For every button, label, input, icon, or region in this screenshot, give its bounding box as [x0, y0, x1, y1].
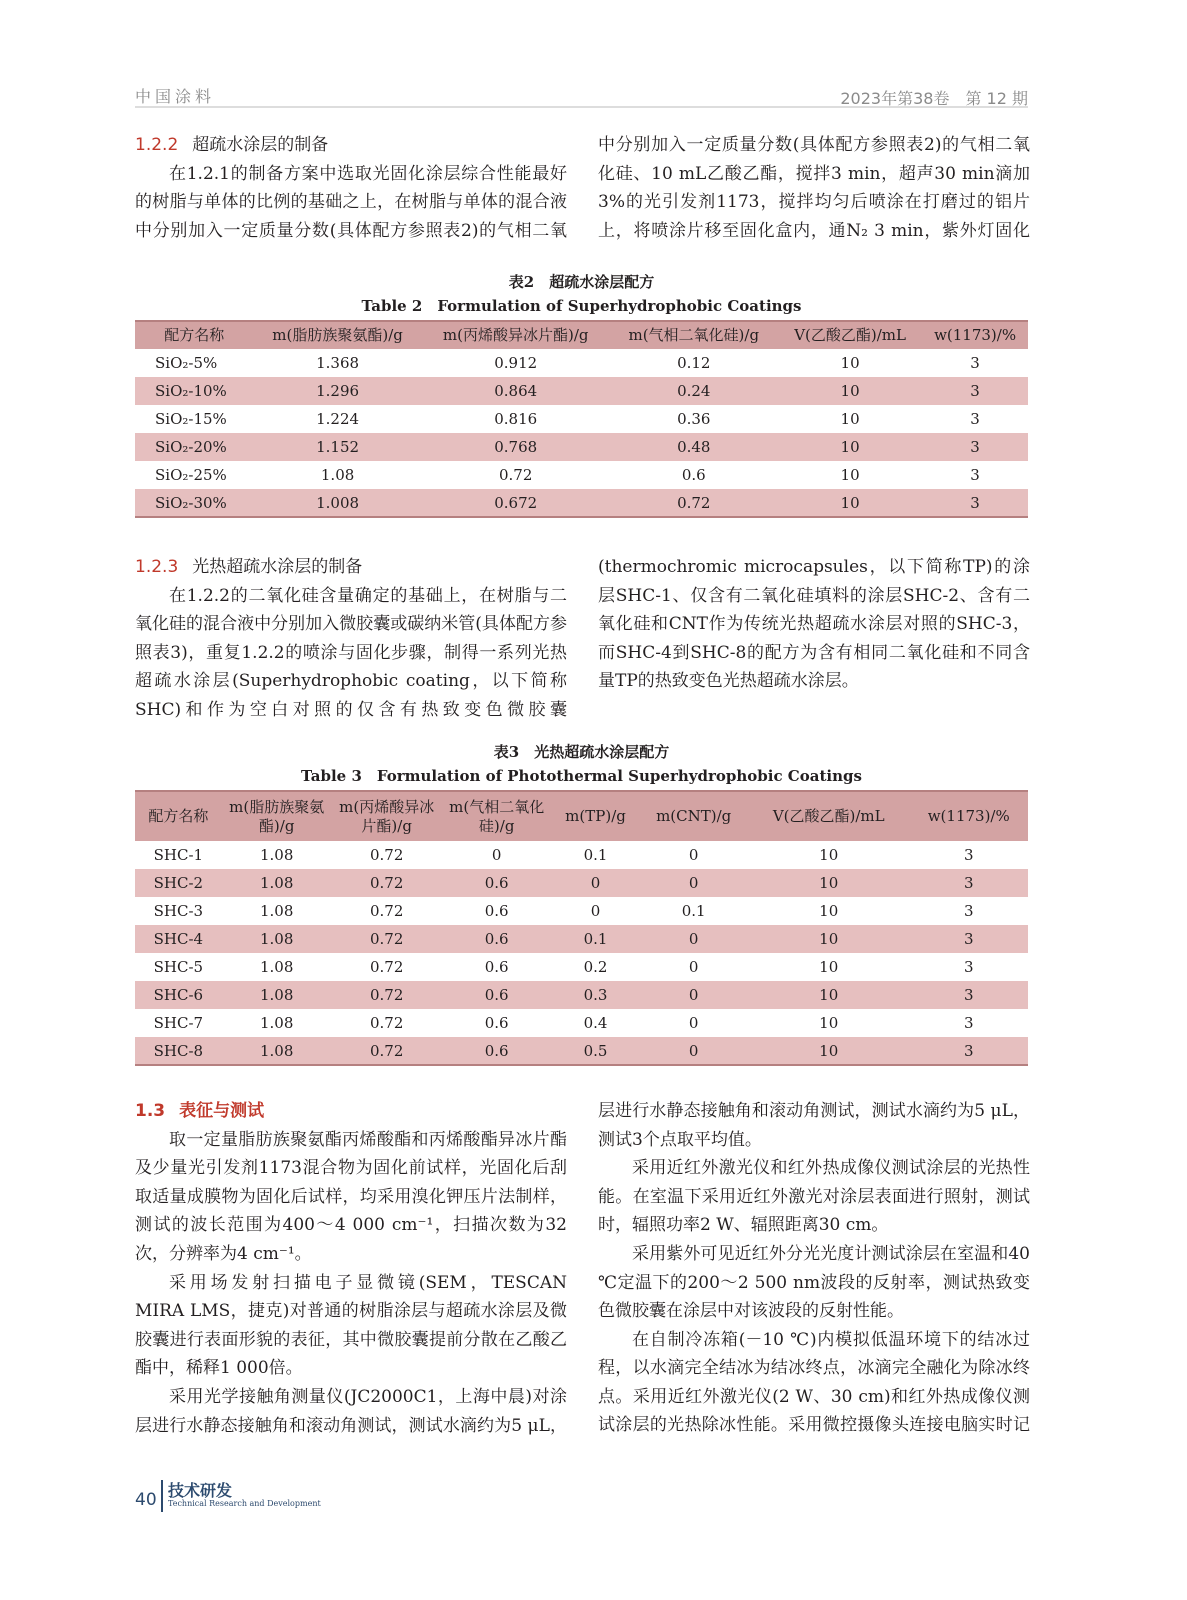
table-cell: 0.912: [494, 354, 538, 372]
table-cell: 10: [819, 902, 839, 920]
section-1-2-3-left: [135, 553, 567, 725]
table-cell: 0: [688, 1014, 699, 1032]
table-cell: 1.08: [222, 981, 332, 1009]
table-cell: SHC-8: [135, 1037, 222, 1065]
column-header: m(气相二氧化硅)/g: [442, 791, 552, 841]
table-cell: 0: [491, 846, 502, 864]
table-cell: 10: [819, 958, 839, 976]
table-cell: 3: [963, 846, 974, 864]
column-header: m(丙烯酸异冰片酯)/g: [422, 321, 610, 349]
table-cell: 0.2: [583, 958, 608, 976]
table-cell: 0.1: [552, 925, 640, 953]
table-cell: 0.672: [422, 489, 610, 517]
table-row: [135, 349, 1028, 377]
paragraph: 采用近红外激光仪和红外热成像仪测试涂层的光热性能。在室温下采用近红外激光对涂层表面进行照射，测试时，辐照功率2 W、辐照距离30 cm。: [598, 1158, 1030, 1236]
table-cell: 0.816: [494, 410, 538, 428]
table-cell: 0: [688, 846, 699, 864]
table-cell: 10: [840, 354, 860, 372]
section-1-2-3-right: [598, 553, 1030, 725]
paragraph: 采用场发射扫描电子显微镜(SEM，TESCAN MIRA LMS，捷克)对普通的树脂涂层与超疏水涂层及微胶囊进行表面形貌的表征，其中微胶囊提前分散在乙酸乙酯中，稀释1 000倍。: [135, 1272, 567, 1379]
table-cell: 3: [922, 433, 1028, 461]
table-cell: SiO₂-15%: [155, 410, 227, 428]
table-cell: 3: [970, 410, 980, 428]
table2: [135, 320, 1028, 518]
table-cell: 0.72: [332, 869, 442, 897]
table-row: [135, 841, 1028, 869]
table-cell: 0.6: [442, 1037, 552, 1065]
column-header: m(丙烯酸异冰片酯)/g: [332, 791, 442, 841]
table-cell: SHC-5: [153, 958, 204, 976]
table-cell: 1.008: [253, 489, 421, 517]
table-cell: 0.72: [369, 958, 404, 976]
divider: [161, 1480, 163, 1512]
table-cell: 10: [819, 1014, 839, 1032]
table-cell: 0.48: [610, 433, 778, 461]
table-row: [135, 461, 1028, 489]
table-cell: 1.08: [320, 466, 355, 484]
table-cell: 0.6: [442, 869, 552, 897]
table-cell: 10: [748, 869, 909, 897]
column-header: m(CNT)/g: [639, 791, 748, 841]
table3-caption-en: Table 3 Formulation of Photothermal Superhydrophobic Coatings: [301, 767, 862, 785]
column-header: m(脂肪族聚氨酯)/g: [222, 791, 332, 841]
paragraph-continued: 中分别加入一定质量分数(具体配方参照表2)的气相二氧化硅、10 mL乙酸乙酯，搅拌3 min，超声30 min滴加3%的光引发剂1173，搅拌均匀后喷涂在打磨过的铝片上，将喷涂片移至固化盒内，通N₂ 3 min，紫外灯固化: [598, 134, 1030, 241]
table-row: [135, 377, 1028, 405]
table-cell: 3: [922, 377, 1028, 405]
table-cell: 3: [963, 958, 974, 976]
table-cell: 1.08: [222, 869, 332, 897]
table-cell: 1.368: [316, 354, 360, 372]
table-cell: 3: [909, 869, 1028, 897]
table2-caption-cn: 表2 超疏水涂层配方: [508, 273, 655, 291]
table-row: [135, 433, 1028, 461]
table-row: [135, 1009, 1028, 1037]
table-cell: 0.72: [610, 489, 778, 517]
paragraph: 采用光学接触角测量仪(JC2000C1，上海中晨)对涂层进行水静态接触角和滚动角测试，测试水滴约为5 μL，: [135, 1386, 567, 1436]
table-cell: SiO₂-30%: [135, 489, 253, 517]
table-cell: 0.72: [369, 846, 404, 864]
table-cell: 0: [639, 869, 748, 897]
table-cell: 0.3: [552, 981, 640, 1009]
table-cell: 0: [688, 958, 699, 976]
table2-caption-en: Table 2 Formulation of Superhydrophobic Coatings: [361, 297, 802, 315]
column-header: m(脂肪族聚氨酯)/g: [253, 321, 421, 349]
column-header: w(1173)/%: [922, 321, 1028, 349]
table-cell: 1.08: [222, 1037, 332, 1065]
table-cell: 3: [909, 925, 1028, 953]
table-cell: 3: [909, 1037, 1028, 1065]
table-cell: 0.6: [484, 1014, 509, 1032]
section-1-2-2-left: [135, 131, 567, 246]
table-cell: SHC-3: [153, 902, 204, 920]
paragraph: 在1.2.2的二氧化硅含量确定的基础上，在树脂与二氧化硅的混合液中分别加入微胶囊或碳纳米管(具体配方参照表3)，重复1.2.2的喷涂与固化步骤，制得一系列光热超疏水涂层(Superhydrophobic coating，以下简称SHC)和作为空白对照的仅含有热致变色微胶囊: [135, 585, 567, 720]
table-cell: SiO₂-10%: [135, 377, 253, 405]
table-cell: 0.6: [484, 958, 509, 976]
table-row: [135, 981, 1028, 1009]
table-cell: 10: [748, 1037, 909, 1065]
table-row: [135, 897, 1028, 925]
table-cell: 0.12: [677, 354, 711, 372]
table-row: [135, 869, 1028, 897]
table-cell: 0: [639, 1037, 748, 1065]
table-cell: 3: [963, 902, 974, 920]
table-cell: 0.1: [583, 846, 608, 864]
table-row: [135, 489, 1028, 517]
table-cell: 0: [552, 869, 640, 897]
table-cell: SHC-2: [135, 869, 222, 897]
table-cell: SHC-1: [153, 846, 204, 864]
table-cell: 10: [748, 925, 909, 953]
table-cell: 1.152: [253, 433, 421, 461]
section-1-3-left: [135, 1097, 567, 1442]
column-header: V(乙酸乙酯)/mL: [748, 791, 909, 841]
column-header: m(TP)/g: [552, 791, 640, 841]
table-cell: 0.72: [369, 1014, 404, 1032]
table-cell: 0.5: [552, 1037, 640, 1065]
paragraph: 取一定量脂肪族聚氨酯丙烯酸酯和丙烯酸酯异冰片酯及少量光引发剂1173混合物为固化前试样，光固化后刮取适量成膜物为固化后试样，均采用溴化钾压片法制样，测试的波长范围为400～4 000 cm⁻¹，扫描次数为32次，分辨率为4 cm⁻¹。: [135, 1129, 567, 1264]
paragraph-continued: 层进行水静态接触角和滚动角测试，测试水滴约为5 μL，测试3个点取平均值。: [598, 1100, 1030, 1150]
table-cell: 3: [970, 354, 980, 372]
column-header: 配方名称: [135, 321, 253, 349]
section-heading: 1.2.3 光热超疏水涂层的制备: [135, 557, 363, 577]
page-number: 40: [135, 1490, 157, 1510]
column-header: m(气相二氧化硅)/g: [610, 321, 778, 349]
table-cell: 10: [819, 846, 839, 864]
table-cell: 0.72: [498, 466, 533, 484]
section-label-cn: 技术研发: [168, 1481, 233, 1500]
table-row: [135, 953, 1028, 981]
paragraph: 在自制冷冻箱(－10 ℃)内模拟低温环境下的结冰过程，以水滴完全结冰为结冰终点，冰滴完全融化为除冰终点。采用近红外激光仪(2 W、30 cm)和红外热成像仪测试涂层的光热除冰性能。采用微控摄像头连接电脑实时记: [598, 1329, 1030, 1436]
table-cell: 0: [639, 981, 748, 1009]
table-cell: 0.6: [681, 466, 706, 484]
table-cell: 0.72: [369, 902, 404, 920]
journal-name: 中国涂料: [135, 87, 216, 106]
table-cell: 3: [922, 489, 1028, 517]
table-cell: 1.08: [259, 1014, 294, 1032]
section-heading: 1.2.2 超疏水涂层的制备: [135, 135, 329, 155]
table-cell: 3: [970, 466, 980, 484]
table-cell: 0.6: [484, 902, 509, 920]
paragraph: 在1.2.1的制备方案中选取光固化涂层综合性能最好的树脂与单体的比例的基础之上，在树脂与单体的混合液中分别加入一定质量分数(具体配方参照表2)的气相二氧: [135, 163, 567, 241]
table-cell: 0: [639, 925, 748, 953]
table-cell: 0.36: [677, 410, 711, 428]
column-header: w(1173)/%: [909, 791, 1028, 841]
table-cell: 1.08: [222, 925, 332, 953]
table-cell: SHC-7: [153, 1014, 204, 1032]
section-label-en: Technical Research and Development: [168, 1499, 321, 1508]
table-cell: 10: [778, 433, 922, 461]
table-cell: 10: [748, 981, 909, 1009]
paragraph: 采用紫外可见近红外分光光度计测试涂层在室温和40 ℃定温下的200～2 500 nm波段的反射率，测试热致变色微胶囊在涂层中对该波段的反射性能。: [598, 1243, 1030, 1322]
table-row: [135, 925, 1028, 953]
table-row: [135, 405, 1028, 433]
table-cell: 0.768: [422, 433, 610, 461]
table-cell: 3: [963, 1014, 974, 1032]
table-cell: 0.24: [610, 377, 778, 405]
table-cell: 3: [909, 981, 1028, 1009]
table-cell: 1.08: [259, 902, 294, 920]
table-cell: 0.1: [681, 902, 706, 920]
table-cell: 10: [778, 377, 922, 405]
table-cell: SiO₂-20%: [135, 433, 253, 461]
table-cell: 0.72: [332, 981, 442, 1009]
column-header: V(乙酸乙酯)/mL: [778, 321, 922, 349]
table-cell: 1.08: [259, 846, 294, 864]
table-cell: 1.224: [316, 410, 360, 428]
section-1-2-2-right: [598, 131, 1030, 246]
table-cell: 1.296: [253, 377, 421, 405]
paragraph-continued: (thermochromic microcapsules，以下简称TP)的涂层SHC-1、仅含有二氧化硅填料的涂层SHC-2、含有二氧化硅和CNT作为传统光热超疏水涂层对照的SHC-3，而SHC-4到SHC-8的配方为含有相同二氧化硅和不同含量TP的热致变色光热超疏水涂层。: [598, 556, 1030, 692]
table-cell: 0.6: [442, 925, 552, 953]
table-cell: SiO₂-5%: [155, 354, 218, 372]
running-header: [135, 84, 1028, 108]
table-cell: SHC-4: [135, 925, 222, 953]
table3: [135, 790, 1028, 1066]
table-cell: 0.4: [583, 1014, 608, 1032]
section-heading: 1.3 表征与测试: [135, 1101, 265, 1121]
table-cell: 10: [840, 466, 860, 484]
table-cell: 0.864: [422, 377, 610, 405]
table-cell: 10: [840, 410, 860, 428]
table-row: [135, 1037, 1028, 1065]
issue-info: 2023年第38卷 第 12 期: [840, 89, 1028, 108]
table-cell: 0.6: [442, 981, 552, 1009]
table-cell: 0.72: [332, 1037, 442, 1065]
table3-caption-cn: 表3 光热超疏水涂层配方: [493, 743, 670, 761]
table-cell: 10: [778, 489, 922, 517]
section-1-3-right: [598, 1097, 1030, 1442]
table-cell: 1.08: [259, 958, 294, 976]
column-header: 配方名称: [135, 791, 222, 841]
table-cell: SHC-6: [135, 981, 222, 1009]
table-cell: 0: [590, 902, 601, 920]
table-cell: 0.72: [332, 925, 442, 953]
table-cell: SiO₂-25%: [155, 466, 227, 484]
